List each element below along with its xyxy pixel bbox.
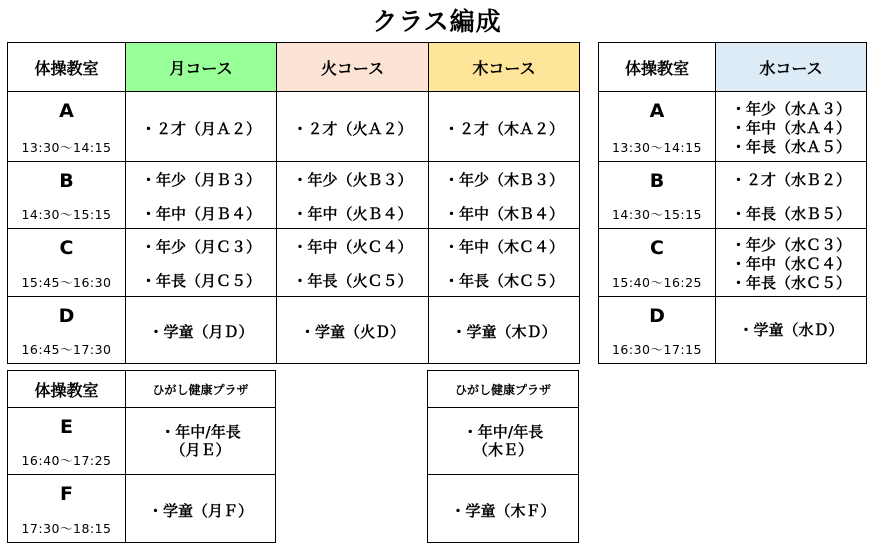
plaza-schedule-table <box>7 370 276 543</box>
class-entry: ・２才（火Ａ２） <box>292 120 413 138</box>
slot-time: 13:30～14:15 <box>611 140 703 155</box>
course-header-tue: 火コース <box>277 43 428 91</box>
slot-time: 15:40～16:25 <box>611 275 703 290</box>
slot-label: F <box>60 483 73 505</box>
class-cell <box>126 408 275 474</box>
class-entry: ・年長（水Ａ５） <box>730 138 851 156</box>
slot-label: A <box>59 100 74 122</box>
slot-cell-c <box>599 229 715 296</box>
class-entry: ・学童（水Ｄ） <box>738 321 844 339</box>
class-entry: ・年中（火Ｃ４） <box>292 238 413 256</box>
class-entry: ・年中（水Ｃ４） <box>730 255 851 273</box>
room-header: 体操教室 <box>8 43 125 91</box>
slot-label: D <box>58 305 75 327</box>
class-cell <box>716 92 866 161</box>
slot-label: C <box>59 237 74 259</box>
class-entry: ・年少（月Ｃ３） <box>140 238 261 256</box>
plaza-right-schedule-table <box>427 370 579 543</box>
slot-label: C <box>650 237 664 259</box>
class-entry: ・学童（木Ｄ） <box>451 323 557 341</box>
class-cell <box>429 297 579 363</box>
class-entry: ・年中（水Ａ４） <box>730 119 851 137</box>
slot-cell-c <box>8 229 125 296</box>
class-entry: ・年長（月Ｃ５） <box>140 272 261 290</box>
class-cell <box>428 475 578 542</box>
slot-label: B <box>59 170 74 192</box>
class-cell <box>429 162 579 228</box>
page-title: クラス編成 <box>372 7 502 36</box>
class-entry: ・年少（水Ａ３） <box>730 100 851 118</box>
slot-cell-e <box>8 408 125 474</box>
slot-time: 16:45～17:30 <box>21 342 112 357</box>
class-entry: ・年長（火Ｃ５） <box>292 272 413 290</box>
class-entry: ・年中/年長 <box>160 423 241 441</box>
class-cell <box>277 229 428 296</box>
class-entry: ・年中/年長 <box>462 423 544 441</box>
class-entry: ・２才（月Ａ２） <box>140 120 261 138</box>
class-cell <box>429 92 579 161</box>
slot-time: 14:30～15:15 <box>21 207 112 222</box>
slot-label: D <box>649 305 665 327</box>
class-entry: ・年中（木Ｂ４） <box>443 205 564 223</box>
course-header-mon: 月コース <box>126 43 276 91</box>
class-entry: ・学童（木Ｆ） <box>450 502 556 520</box>
class-entry: ・年中（木Ｃ４） <box>443 238 564 256</box>
slot-time: 16:40～17:25 <box>21 453 112 468</box>
room-header: 体操教室 <box>599 43 715 91</box>
slot-label: A <box>649 100 665 122</box>
class-entry: ・学童（月Ｄ） <box>148 323 254 341</box>
main-schedule-table <box>7 42 580 364</box>
class-cell <box>277 162 428 228</box>
class-cell <box>277 297 428 363</box>
course-header-wed: 水コース <box>716 43 866 91</box>
slot-time: 16:30～17:15 <box>611 342 703 357</box>
venue-header: ひがし健康プラザ <box>126 371 275 407</box>
class-cell <box>716 297 866 363</box>
class-entry: ・２才（木Ａ２） <box>443 120 564 138</box>
class-entry: ・年少（火Ｂ３） <box>292 171 413 189</box>
class-entry: ・年少（月Ｂ３） <box>140 171 261 189</box>
class-cell <box>126 229 276 296</box>
class-entry: （木Ｅ） <box>472 441 533 459</box>
slot-label: B <box>649 170 665 192</box>
class-entry: ・年少（木Ｂ３） <box>443 171 564 189</box>
class-cell <box>428 408 578 474</box>
slot-cell-b <box>599 162 715 228</box>
slot-cell-f <box>8 475 125 542</box>
class-entry: ・年中（火Ｂ４） <box>292 205 413 223</box>
course-header-thu: 木コース <box>429 43 579 91</box>
class-cell <box>277 92 428 161</box>
class-entry: ・２才（水Ｂ２） <box>730 171 851 189</box>
wed-schedule-table <box>598 42 867 364</box>
venue-header: ひがし健康プラザ <box>428 371 578 407</box>
slot-label: E <box>60 416 73 438</box>
class-cell <box>126 92 276 161</box>
class-entry: ・年長（水Ｂ５） <box>730 205 851 223</box>
slot-cell-d <box>599 297 715 363</box>
slot-time: 17:30～18:15 <box>21 521 112 536</box>
class-cell <box>126 475 275 542</box>
class-entry: ・年少（水Ｃ３） <box>730 236 851 254</box>
class-entry: ・学童（月Ｆ） <box>147 502 253 520</box>
slot-cell-a <box>8 92 125 161</box>
class-cell <box>716 162 866 228</box>
class-entry: ・年長（水Ｃ５） <box>730 274 851 292</box>
slot-time: 14:30～15:15 <box>611 207 703 222</box>
class-entry: ・年中（月Ｂ４） <box>140 205 261 223</box>
class-cell <box>126 297 276 363</box>
slot-time: 13:30～14:15 <box>21 140 112 155</box>
slot-cell-b <box>8 162 125 228</box>
class-cell <box>716 229 866 296</box>
slot-cell-d <box>8 297 125 363</box>
class-entry: （月Ｅ） <box>170 441 231 459</box>
class-entry: ・年長（木Ｃ５） <box>443 272 564 290</box>
slot-cell-a <box>599 92 715 161</box>
class-cell <box>429 229 579 296</box>
class-cell <box>126 162 276 228</box>
class-entry: ・学童（火Ｄ） <box>299 323 405 341</box>
room-header: 体操教室 <box>8 371 125 407</box>
slot-time: 15:45～16:30 <box>21 275 112 290</box>
